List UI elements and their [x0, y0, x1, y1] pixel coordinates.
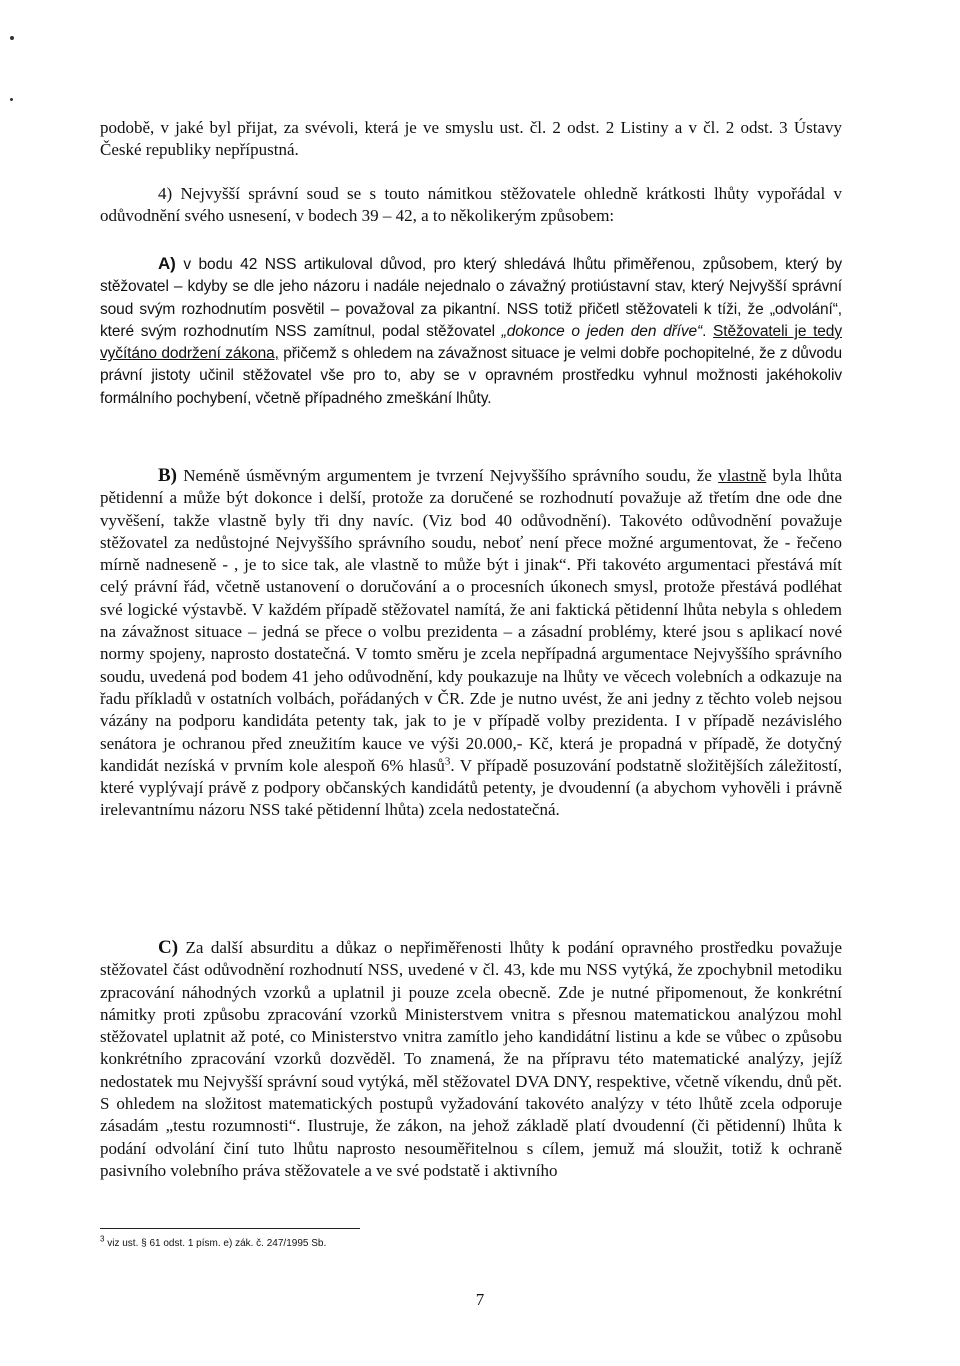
section-b [100, 465, 842, 822]
section-b-label: B) [158, 465, 177, 486]
section-c-label: C) [158, 937, 179, 958]
section-b-text-mid: byla lhůta pětidenní a může být dokonce i delší, protože za doručené se rozhodnutí považuje až třetím dne ode dne vyvěšení, takže vlastně byly tři dny navíc. (Viz bod 40 odůvodnění). Takovéto odůvodnění považuje stěžovatel za nedůstojné Nejvyššího správního soudu, neboť není přece možné argumentovat, že - řečeno mírně nadneseně - , je to sice tak, ale vlastně to může být i jinak“. Při takovéto argumentaci přestává mít celý právní řád, včetně ustanovení o doručování a o procesních úkonech smysl, protože přestává podléhat své logické výstavbě. V každém případě stěžovatel namítá, že ani faktická pětidenní lhůta nebyla s ohledem na závažnost situace – jedná se přece o volbu prezidenta – a zásadní problémy, které jsou s aplikací nové normy spojeny, naprosto dostatečná. V tomto směru je zcela nepřípadná argumentace Nejvyššího správního soudu, uvedená pod bodem 41 jeho odůvodnění, kdy poukazuje na lhůty ve věcech volebních a odkazuje na řadu příkladů v ostatních volbách, pořádaných v ČR. Zde je nutno uvést, že ani jedny z těchto voleb nejsou vázány na podporu kandidáta petenty tak, jak to je v případě volby prezidenta. I v případě nezávislého senátora je ochranou před zneužitím kauce ve výši 20.000,- Kč, která je propadná v případě, že dotyčný kandidát nezíská v prvním kole alespoň 6% hlasů [100, 466, 842, 775]
page-number: 7 [475, 1290, 485, 1309]
footnote-mark: 3 [100, 1234, 105, 1244]
paragraph-point-4: 4) Nejvyšší správní soud se s touto námitkou stěžovatele ohledně krátkosti lhůty vypořádal v odůvodnění svého usnesení, v bodech 39 – 42, a to několikerým způsobem: [100, 184, 842, 226]
footnote [100, 1234, 327, 1249]
section-c-text: Za další absurditu a důkaz o nepřiměřenosti lhůty k podání opravného prostředku považuje stěžovatel část odůvodnění rozhodnutí NSS, uvedené v čl. 43, kde mu NSS vytýká, že zpochybnil metodiku zpracování náhodných vzorků a uplatnil ji pouze zcela obecně. Zde je nutné připomenout, že konkrétní námitky proti způsobu zpracování vzorků Ministerstvem vnitra s přesnou matematickou analýzou mohl stěžovatel uplatnit až poté, co Ministerstvo vnitra zamítlo jeho kandidátní listinu a kde se vůbec o způsobu konkrétního zpracování vzorků dozvěděl. To znamená, že na přípravu této matematické analýzy, jejíž nedostatek mu Nejvyšší správní soud vytýká, měl stěžovatel DVA DNY, respektive, včetně víkendu, dnů pět. S ohledem na složitost matematických postupů vyžadování takovéto analýzy v této lhůtě zcela odporuje zásadám „testu rozumnosti“. Ilustruje, že zákon, na jehož základě platí dvoudenní (či pětidenní) lhůta k podání odvolání činí tuto lhůtu naprosto nesouměřitelnou s cílem, jemuž má sloužit, totiž k ochraně pasivního volebního práva stěžovatele a ve své podstatě i aktivního [100, 938, 842, 1180]
section-b-text-end: . V případě posuzování podstatně složitějších záležitostí, které vyplývají právě z podpory občanských kandidátů petenty, je dvoudenní (a abychom vyhověli i právně irelevantnímu názoru NSS také pětidenní lhůta) zcela nedostatečná. [100, 755, 842, 820]
section-a-label: A) [158, 254, 176, 273]
section-a-punct: . [702, 322, 714, 340]
section-c [100, 937, 842, 1182]
scan-speck [10, 98, 13, 101]
paragraph-continuation: podobě, v jaké byl přijat, za svévoli, která je ve smyslu ust. čl. 2 odst. 2 Listiny a v čl. 2 odst. 3 Ústavy České republiky nepřípustná. [100, 118, 842, 160]
footnote-reference: 3 [444, 755, 451, 768]
section-a-text: v bodu 42 NSS artikuloval důvod, pro který shledává lhůtu přiměřenou, způsobem, který by stěžovatel – kdyby se dle jeho názoru i nadále nejednalo o závažný protiústavní stav, který Nejvyšší správní soud svým rozhodnutím posvětil – považoval za pikantní. NSS totiž přičetl stěžovateli k tíži, že „odvolání“, které svým rozhodnutím NSS zamítnul, podal stěžovatel [100, 256, 842, 340]
footnote-separator [100, 1228, 360, 1229]
section-b-underlined: vlastně [718, 466, 767, 485]
scan-speck [10, 36, 14, 40]
section-a-underlined: Stěžovateli je tedy vyčítáno dodržení zákona, [100, 322, 842, 363]
section-a-quote: „dokonce o jeden den dříve“ [501, 322, 703, 340]
section-b-text: Neméně úsměvným argumentem je tvrzení Nejvyššího správního soudu, že [177, 466, 719, 485]
section-a [100, 253, 842, 410]
footnote-text: viz ust. § 61 odst. 1 písm. e) zák. č. 247/1995 Sb. [107, 1238, 327, 1249]
section-a-text-end: přičemž s ohledem na závažnost situace je velmi dobře pochopitelné, že z důvodu právní jistoty učinil stěžovatel vše pro to, aby se v opravném prostředku vyhnul možnosti jakéhokoliv formálního pochybení, včetně případného zmeškání lhůty. [100, 345, 842, 407]
